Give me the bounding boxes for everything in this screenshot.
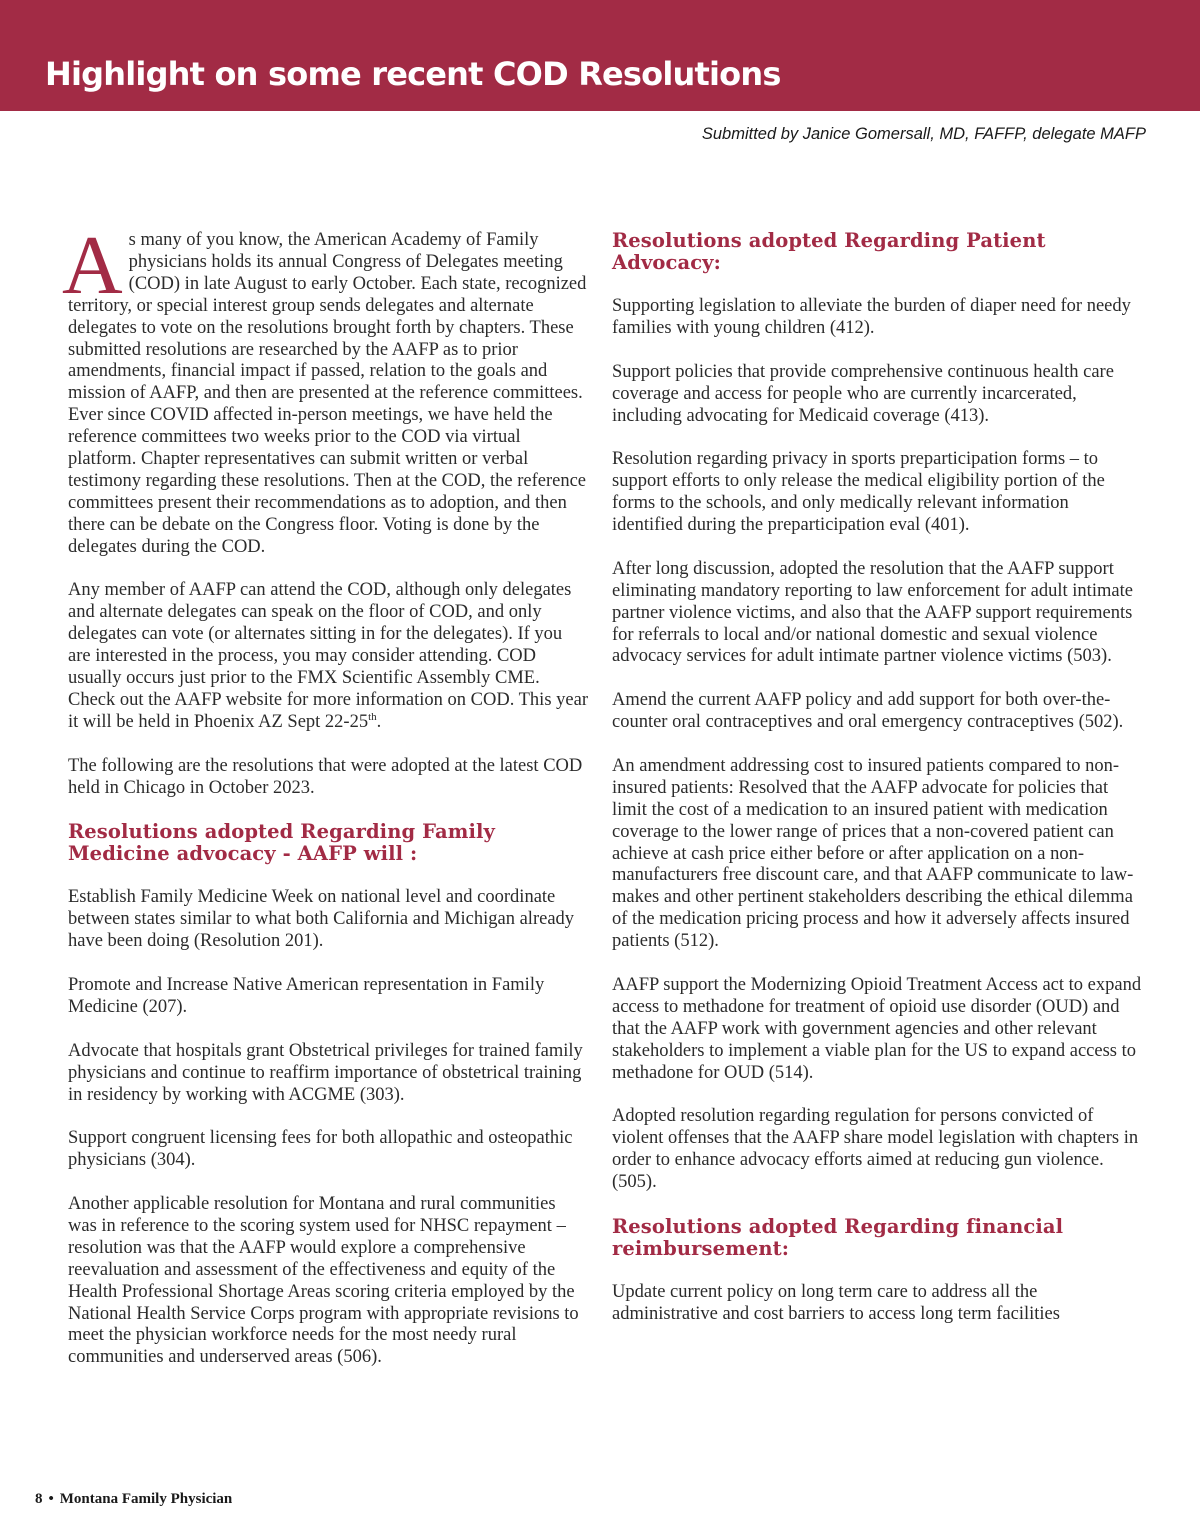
family-medicine-heading: Resolutions adopted Regarding Family Medicine advocacy - AAFP will :	[68, 820, 495, 866]
patient-advocacy-item: Support policies that provide comprehensive continuous health care coverage and access for people who are currently incarcerated, including advocating for Medicaid coverage (413).	[612, 361, 1114, 426]
footer-bullet: •	[48, 1491, 54, 1507]
patient-advocacy-item: Resolution regarding privacy in sports preparticipation forms – to support efforts to only release the medical eligibility portion of the forms to the schools, and only medically relevant information identified during the preparticipation eval (401).	[612, 449, 1105, 536]
intro-text: s many of you know, the American Academy of Family physicians holds its annual Congress of Delegates meeting (COD) in late August to early October. Each state, recognized territory, or special interest group sends delegates and alternate delegates to vote on the resolutions brought forth by chapters. These submitted resolutions are researched by the AAFP as to prior amendments, financial impact if passed, relation to the goals and mission of AAFP, and then are presented at the reference committees. Ever since COVID affected in-person meetings, we have held the reference committees two weeks prior to the COD via virtual platform. Chapter representatives can submit written or verbal testimony regarding these resolutions. Then at the COD, the reference committees present their recommendations as to adoption, and then there can be debate on the Congress floor. Voting is done by the delegates during the COD.	[68, 230, 587, 557]
attend-superscript: th	[368, 710, 377, 723]
patient-advocacy-item: Amend the current AAFP policy and add support for both over-the-counter oral contraceptives and oral emergency contraceptives (502).	[612, 690, 1124, 733]
attend-paragraph	[68, 580, 588, 733]
family-medicine-item: Promote and Increase Native American representation in Family Medicine (207).	[68, 975, 545, 1017]
right-column	[612, 230, 1142, 1348]
attend-end: .	[376, 711, 382, 732]
family-medicine-item: Establish Family Medicine Week on national level and coordinate between states similar to what both California and Michigan already have been doing (Resolution 201).	[68, 887, 575, 952]
publication-name: Montana Family Physician	[59, 1491, 233, 1507]
financial-heading: Resolutions adopted Regarding financial reimbursement:	[612, 1214, 1064, 1260]
family-medicine-item: Another applicable resolution for Montana and rural communities was in reference to the scoring system used for NHSC repayment – resolution was that the AAFP would explore a comprehensive reevaluation and assessment of the effectiveness and equity of the Health Professional Shortage Areas scoring criteria employed by the National Health Service Corps program with appropriate revisions to meet the physician workforce needs for the most needy rural communities and underserved areas (506).	[68, 1194, 579, 1368]
left-column	[62, 219, 588, 1391]
page-title: Highlight on some recent COD Resolutions	[45, 55, 781, 93]
patient-advocacy-item: After long discussion, adopted the resolution that the AAFP support eliminating mandatory reporting to law enforcement for adult intimate partner violence victims, and also that the AAFP support requirements for referrals to local and/or national domestic and sexual violence advocacy services for adult intimate partner violence victims (503).	[612, 558, 1133, 667]
patient-advocacy-item: AAFP support the Modernizing Opioid Treatment Access act to expand access to methadone for treatment of opioid use disorder (OUD) and that the AAFP work with government agencies and other relevant stakeholders to implement a viable plan for the US to expand access to methadone for OUD (514).	[612, 975, 1142, 1083]
following-paragraph: The following are the resolutions that were adopted at the latest COD held in Chicago in October 2023.	[68, 755, 583, 798]
page-number: 8	[35, 1491, 43, 1507]
patient-advocacy-item: Supporting legislation to alleviate the burden of diaper need for needy families with young children (412).	[612, 296, 1131, 338]
patient-advocacy-heading: Resolutions adopted Regarding Patient Advocacy:	[612, 229, 1046, 274]
family-medicine-item: Support congruent licensing fees for both allopathic and osteopathic physicians (304).	[68, 1128, 573, 1171]
patient-advocacy-item: Adopted resolution regarding regulation for persons convicted of violent offenses that the AAFP share model legislation with chapters in order to enhance advocacy efforts aimed at reducing gun violence. (505).	[612, 1106, 1139, 1193]
patient-advocacy-item: An amendment addressing cost to insured patients compared to non-insured patients: Resolved that the AAFP advocate for policies that limit the cost of a medication to an insured patient with medication coverage to the lower range of prices that a non-covered patient can achieve at cash price either before or after application on a non-manufacturers free discount care, and that AAFP communicate to law-makes and other pertinent stakeholders describing the ethical dilemma of the medication pricing process and how it adversely affects insured patients (512).	[612, 755, 1134, 952]
financial-item: Update current policy on long term care to address all the administrative and cost barriers to access long term facilities	[612, 1281, 1060, 1324]
header-banner	[0, 0, 1200, 111]
family-medicine-item: Advocate that hospitals grant Obstetrical privileges for trained family physicians and continue to reaffirm importance of obstetrical training in residency by working with ACGME (303).	[68, 1040, 583, 1105]
page-footer	[35, 1491, 232, 1508]
attend-text: Any member of AAFP can attend the COD, although only delegates and alternate delegates can speak on the floor of COD, and only delegates can vote (or alternates sitting in for the delegates). If you are interested in the process, you may consider attending. COD usually occurs just prior to the FMX Scientific Assembly CME. Check out the AAFP website for more information on COD. This year it will be held in Phoenix AZ Sept 22-25	[68, 580, 588, 732]
intro-paragraph	[62, 219, 588, 559]
drop-cap: A	[62, 219, 123, 312]
byline: Submitted by Janice Gomersall, MD, FAFFP, delegate MAFP	[701, 125, 1146, 143]
